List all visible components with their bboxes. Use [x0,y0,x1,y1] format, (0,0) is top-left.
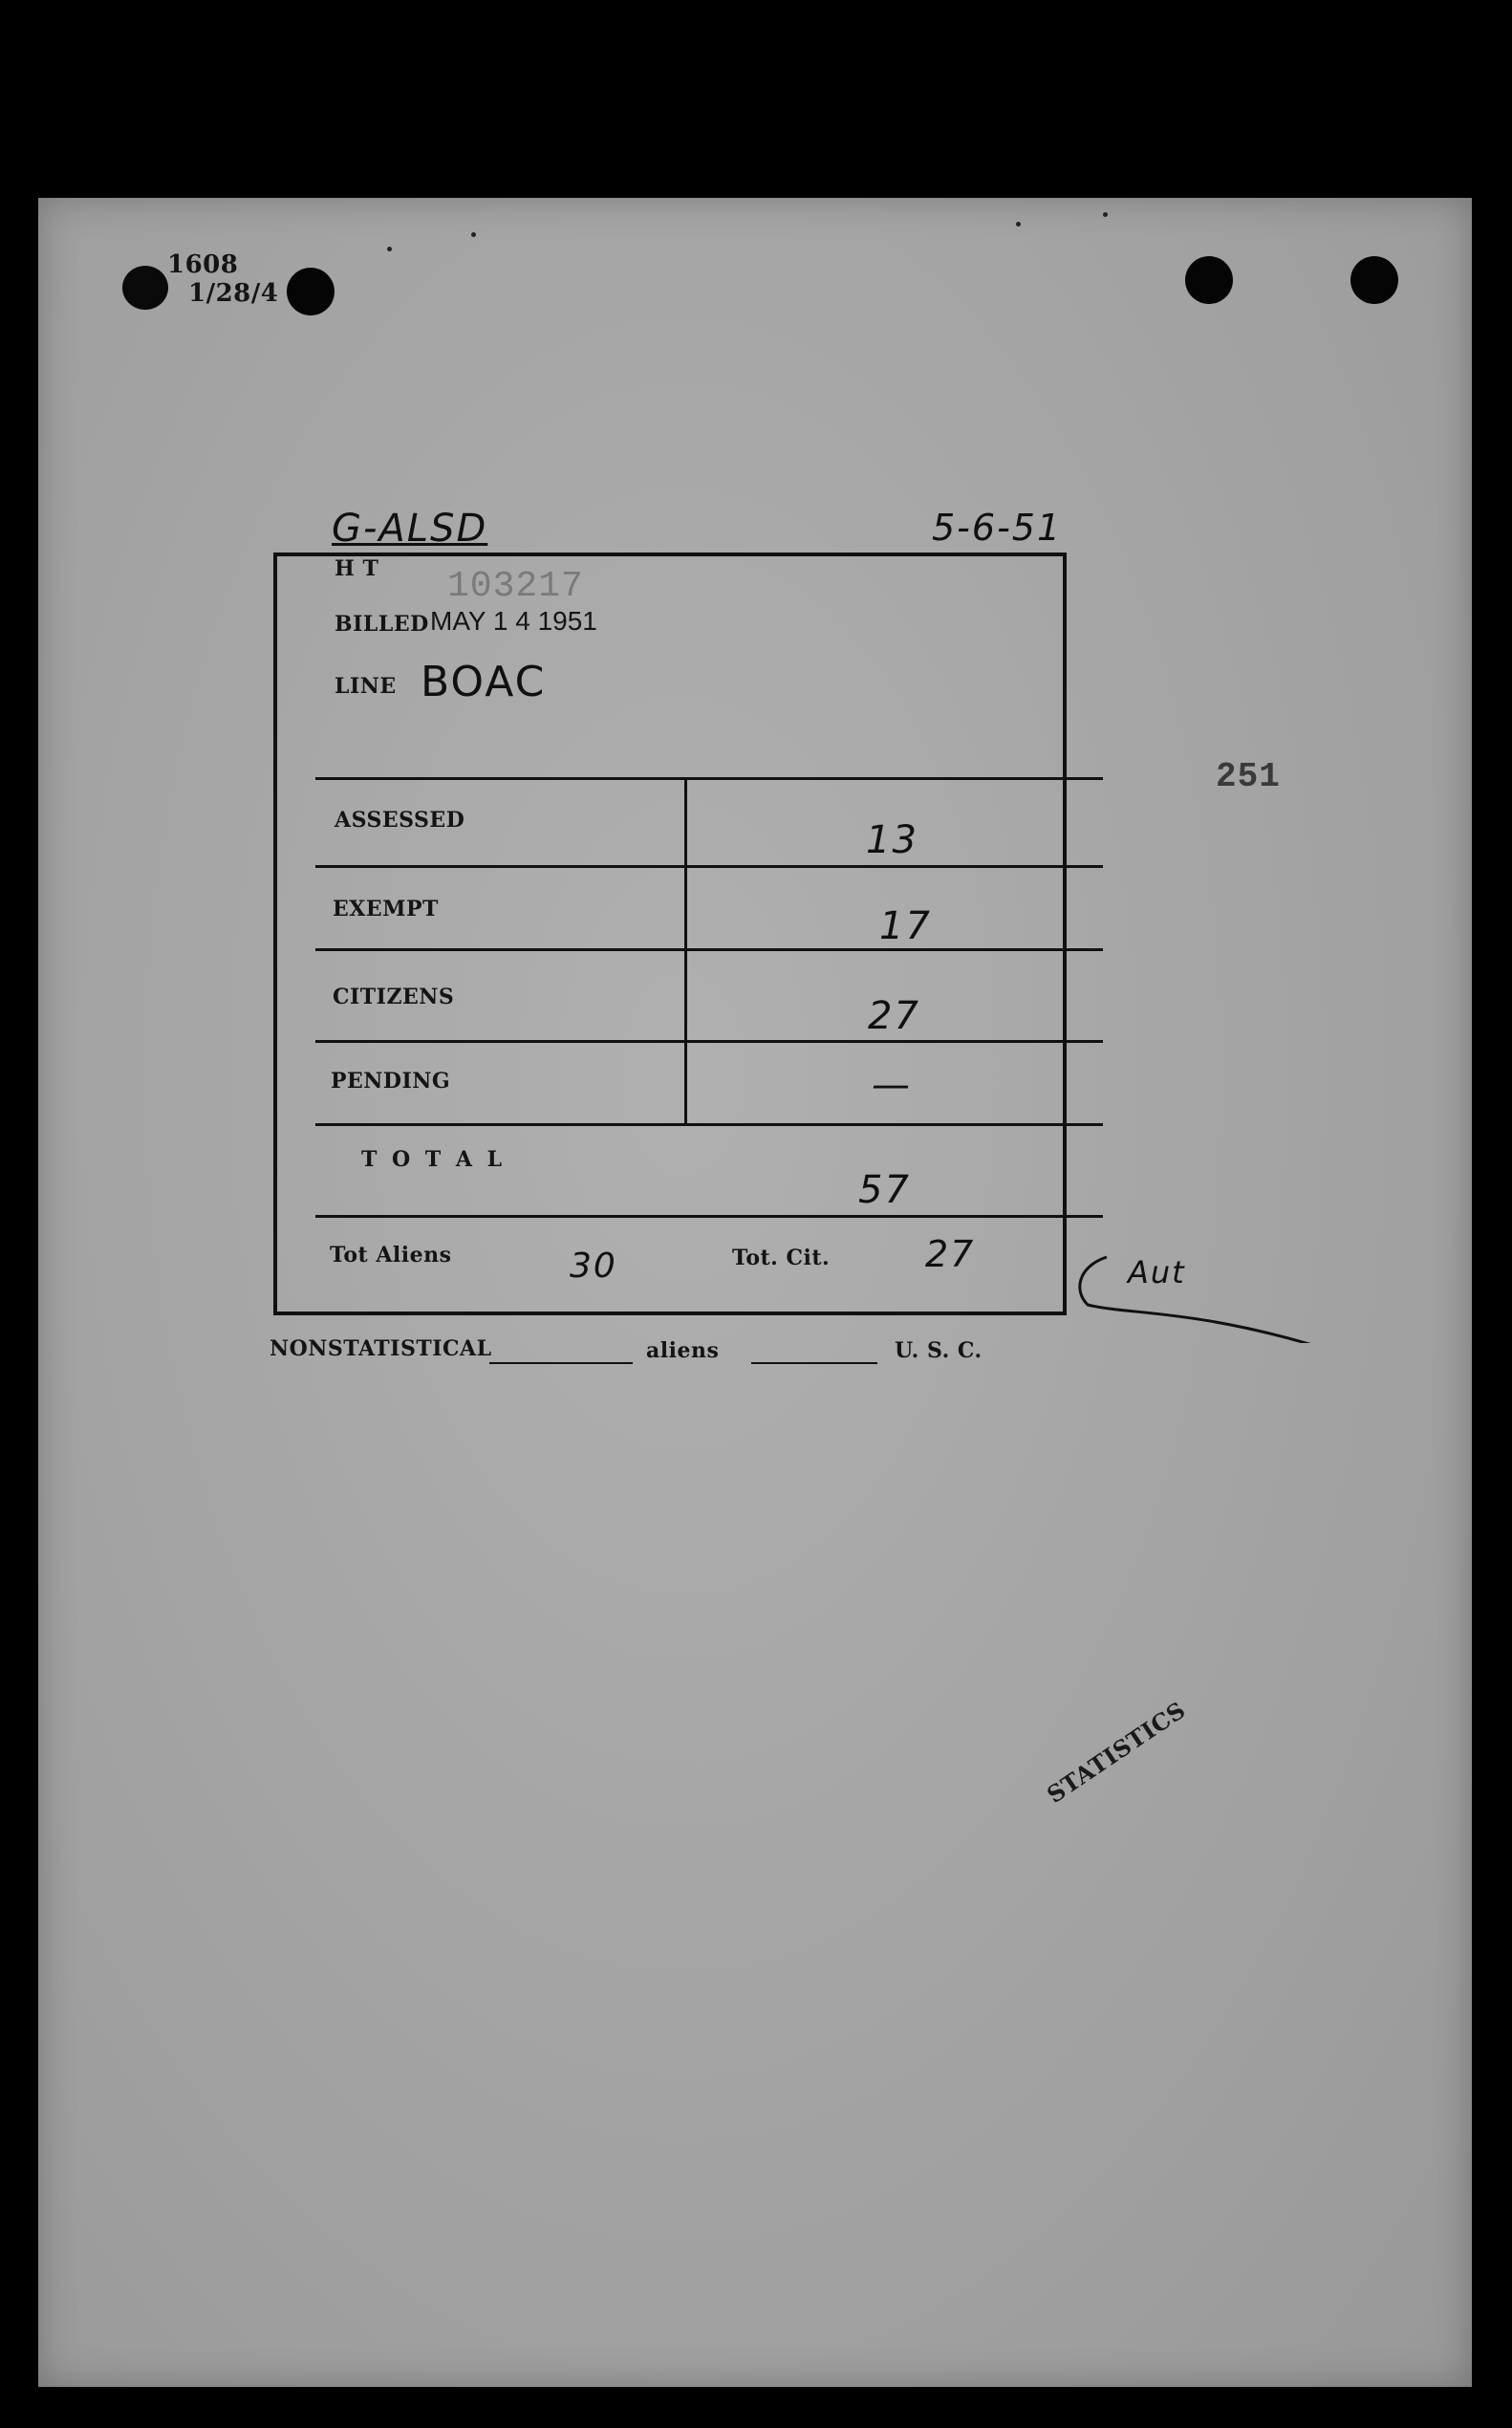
tot-aliens-value: 30 [570,1247,617,1286]
nonstatistical-blank [489,1362,633,1364]
aircraft-code: G-ALSD [332,507,488,551]
total-value: 57 [858,1168,911,1212]
punch-hole-left [287,268,335,315]
tot-cit-label: Tot. Cit. [732,1246,831,1270]
speck [1016,222,1021,227]
initials-loop [1069,1247,1317,1343]
row-label-citizens: CITIZENS [333,985,455,1009]
speck [1103,212,1108,217]
statistics-stamp: STATISTICS [1042,1695,1191,1810]
divider [315,1123,1103,1126]
divider [315,1215,1103,1218]
row-label-assessed: ASSESSED [335,808,465,833]
aliens-blank [751,1362,877,1364]
usc-label: U. S. C. [895,1338,983,1363]
top-left-date: 1/28/4 [188,279,279,308]
row-value-citizens: 27 [868,994,920,1038]
line-value: BOAC [421,658,547,706]
tot-cit-value: 27 [925,1233,976,1275]
statistics-form [273,553,1067,1315]
row-value-assessed: 13 [866,818,918,862]
initials: Aut [1128,1254,1186,1290]
divider [315,865,1103,868]
row-value-pending: — [872,1063,912,1107]
aliens-label: aliens [646,1338,720,1363]
header-date: 5-6-51 [932,507,1063,549]
total-label: T O T A L [361,1147,507,1172]
tot-aliens-label: Tot Aliens [330,1243,452,1268]
punch-hole-right-2 [1350,256,1398,304]
row-label-pending: PENDING [331,1069,451,1094]
billed-date: MAY 1 4 1951 [430,606,597,636]
ink-blot [122,266,168,310]
top-left-number: 1608 [167,250,239,279]
row-label-exempt: EXEMPT [333,897,439,921]
divider [315,1040,1103,1043]
row-value-exempt: 17 [879,904,932,948]
punch-hole-right-1 [1185,256,1233,304]
column-divider [684,779,687,1123]
billed-label: BILLED [335,612,429,637]
speck [387,247,392,251]
line-label: LINE [335,674,397,699]
nonstatistical-label: NONSTATISTICAL [270,1336,492,1361]
divider [315,948,1103,951]
side-number: 251 [1216,757,1281,796]
divider [315,777,1103,780]
speck [471,232,476,237]
ht-label: H T [335,556,379,581]
stamp-number: 103217 [447,566,584,607]
